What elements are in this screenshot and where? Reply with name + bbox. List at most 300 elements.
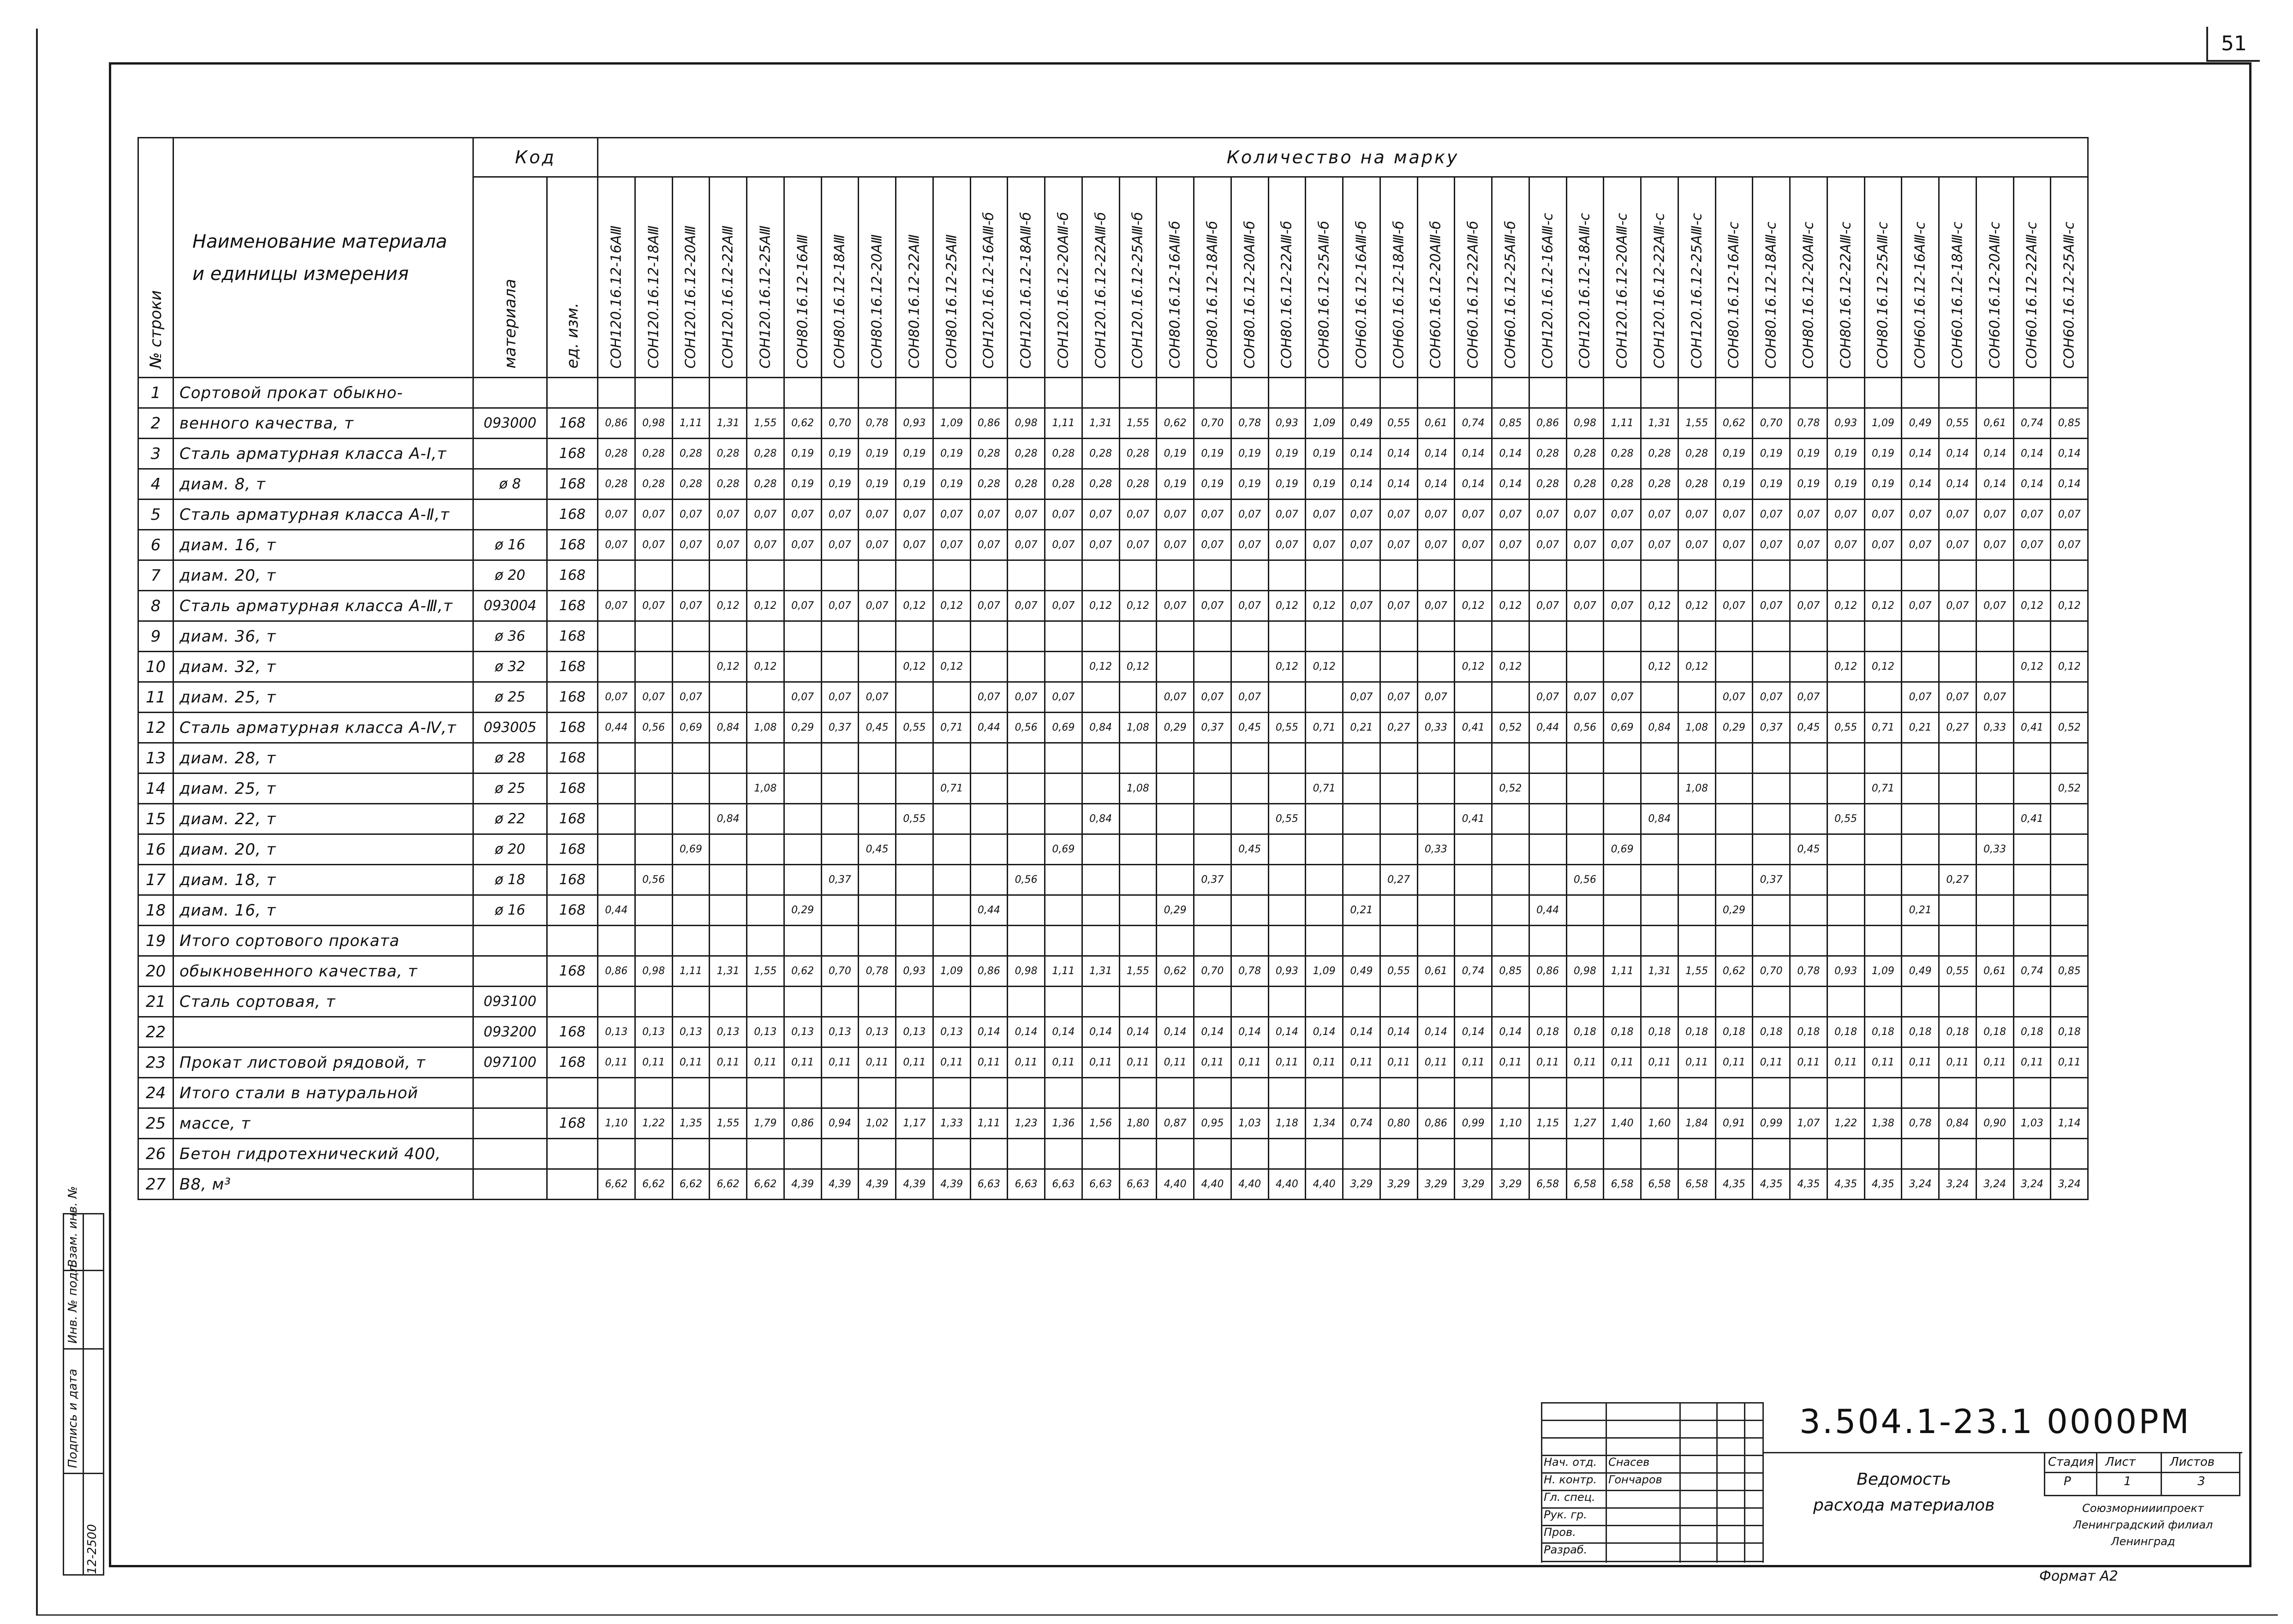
quantity-cell: 0,12: [896, 591, 933, 621]
material-code: [473, 439, 547, 469]
quantity-cell: [859, 773, 896, 804]
material-code: 093004: [473, 591, 547, 621]
quantity-cell: [1194, 621, 1231, 652]
quantity-cell: [1492, 743, 1529, 773]
row-number: 26: [138, 1139, 173, 1169]
quantity-cell: 0,28: [1678, 439, 1715, 469]
table-row: [138, 926, 2088, 956]
quantity-cell: [598, 865, 635, 895]
mark-label: СОН120.16.12-18АⅢ-с: [1576, 213, 1593, 369]
quantity-cell: [747, 560, 784, 591]
quantity-cell: 0,07: [1417, 591, 1455, 621]
mark-header: [2013, 177, 2051, 378]
table-row: [138, 591, 2088, 621]
material-name: обыкновенного качества, т: [173, 956, 473, 987]
quantity-cell: 0,37: [1753, 865, 1790, 895]
quantity-cell: 1,84: [1678, 1108, 1715, 1139]
quantity-cell: [1417, 804, 1455, 834]
quantity-cell: [1976, 743, 2013, 773]
material-code: ø 16: [473, 895, 547, 926]
quantity-cell: [1268, 560, 1306, 591]
quantity-cell: [710, 1139, 747, 1169]
row-number: 11: [138, 682, 173, 713]
quantity-cell: 0,07: [1939, 530, 1977, 560]
quantity-cell: 0,93: [1268, 408, 1306, 439]
quantity-cell: 4,40: [1306, 1169, 1343, 1200]
quantity-cell: [747, 1078, 784, 1108]
quantity-cell: [970, 834, 1008, 865]
material-code: [473, 500, 547, 530]
quantity-cell: 0,18: [1604, 1017, 1641, 1047]
quantity-cell: 0,85: [2051, 408, 2088, 439]
row-number: 8: [138, 591, 173, 621]
quantity-cell: 0,14: [1455, 1017, 1492, 1047]
quantity-cell: [784, 865, 821, 895]
quantity-cell: [784, 560, 821, 591]
quantity-cell: 1,03: [1231, 1108, 1268, 1139]
quantity-cell: [1715, 652, 1753, 682]
quantity-cell: [1380, 560, 1417, 591]
quantity-cell: [1119, 834, 1157, 865]
quantity-cell: 0,07: [747, 500, 784, 530]
quantity-cell: [2051, 378, 2088, 408]
mark-label: СОН120.16.12-20АⅢ: [682, 225, 699, 369]
mark-header: [1976, 177, 2013, 378]
tb-name-1: Снасев: [1608, 1456, 1650, 1469]
quantity-cell: 0,07: [821, 591, 859, 621]
mark-label: СОН60.16.12-16АⅢ-с: [1912, 221, 1929, 369]
quantity-cell: 0,93: [896, 408, 933, 439]
quantity-cell: [710, 895, 747, 926]
quantity-cell: [1157, 987, 1194, 1017]
quantity-cell: 0,11: [1641, 1047, 1678, 1078]
quantity-cell: 0,14: [2013, 439, 2051, 469]
quantity-cell: 0,07: [1715, 591, 1753, 621]
quantity-cell: [1492, 621, 1529, 652]
quantity-cell: 0,19: [1753, 439, 1790, 469]
title-block-signatures: [1541, 1402, 1762, 1563]
quantity-cell: 0,11: [1566, 1047, 1604, 1078]
quantity-cell: 0,18: [1641, 1017, 1678, 1047]
quantity-cell: [2013, 1139, 2051, 1169]
quantity-cell: 0,28: [710, 439, 747, 469]
quantity-cell: 0,14: [1380, 469, 1417, 500]
quantity-cell: 4,39: [896, 1169, 933, 1200]
quantity-cell: [1119, 378, 1157, 408]
quantity-cell: 4,39: [933, 1169, 970, 1200]
mark-label: СОН80.16.12-22АⅢ-б: [1278, 220, 1295, 369]
quantity-cell: 0,07: [1902, 530, 1939, 560]
row-number: 22: [138, 1017, 173, 1047]
table-row: [138, 1108, 2088, 1139]
quantity-cell: 0,12: [2013, 591, 2051, 621]
quantity-cell: 0,19: [1827, 469, 1864, 500]
quantity-cell: 6,58: [1529, 1169, 1566, 1200]
quantity-cell: [1343, 1078, 1380, 1108]
quantity-cell: 0,07: [784, 591, 821, 621]
quantity-cell: [1380, 926, 1417, 956]
quantity-cell: [1380, 378, 1417, 408]
quantity-cell: 0,07: [1008, 682, 1045, 713]
table-row: [138, 652, 2088, 682]
quantity-cell: 0,55: [896, 713, 933, 743]
table-row: [138, 500, 2088, 530]
quantity-cell: [1604, 1139, 1641, 1169]
quantity-cell: [1119, 743, 1157, 773]
quantity-cell: [859, 895, 896, 926]
unit-code: 168: [547, 895, 598, 926]
quantity-cell: 0,84: [710, 804, 747, 834]
quantity-cell: 0,14: [1082, 1017, 1119, 1047]
quantity-cell: 0,18: [1753, 1017, 1790, 1047]
quantity-cell: [1641, 378, 1678, 408]
material-code: [473, 1169, 547, 1200]
material-name: диам. 16, т: [173, 895, 473, 926]
unit-code: 168: [547, 1047, 598, 1078]
quantity-cell: 0,29: [1715, 895, 1753, 926]
quantity-cell: 6,63: [970, 1169, 1008, 1200]
quantity-cell: [1529, 834, 1566, 865]
quantity-cell: 0,78: [1231, 956, 1268, 987]
quantity-cell: 0,07: [1529, 500, 1566, 530]
quantity-cell: [933, 378, 970, 408]
quantity-cell: [1306, 743, 1343, 773]
quantity-cell: 0,44: [598, 713, 635, 743]
quantity-cell: 0,55: [1939, 956, 1977, 987]
mark-label: СОН80.16.12-16АⅢ-б: [1167, 220, 1183, 369]
quantity-cell: 0,11: [672, 1047, 710, 1078]
quantity-cell: [1417, 652, 1455, 682]
quantity-cell: 0,12: [1641, 652, 1678, 682]
quantity-cell: [672, 773, 710, 804]
quantity-cell: [747, 926, 784, 956]
material-name: Сталь арматурная класса А-Ⅱ,т: [173, 500, 473, 530]
table-row: [138, 1017, 2088, 1047]
quantity-cell: 0,49: [1902, 408, 1939, 439]
quantity-cell: 0,07: [1715, 500, 1753, 530]
quantity-cell: 0,11: [747, 1047, 784, 1078]
quantity-cell: 1,22: [1827, 1108, 1864, 1139]
table-row: [138, 1047, 2088, 1078]
quantity-cell: 0,49: [1343, 956, 1380, 987]
quantity-cell: [821, 1139, 859, 1169]
quantity-cell: [710, 1078, 747, 1108]
quantity-cell: 0,45: [859, 713, 896, 743]
quantity-cell: [1827, 987, 1864, 1017]
header-qty: Количество на марку: [598, 138, 2088, 177]
quantity-cell: [1492, 682, 1529, 713]
quantity-cell: 1,31: [710, 956, 747, 987]
quantity-cell: [1157, 865, 1194, 895]
quantity-cell: [1082, 865, 1119, 895]
quantity-cell: [2051, 865, 2088, 895]
quantity-cell: 0,07: [635, 530, 672, 560]
quantity-cell: 0,07: [635, 591, 672, 621]
quantity-cell: 0,28: [747, 439, 784, 469]
quantity-cell: [1417, 621, 1455, 652]
quantity-cell: [1902, 926, 1939, 956]
quantity-cell: [1529, 652, 1566, 682]
quantity-cell: 1,08: [747, 773, 784, 804]
quantity-cell: 0,28: [1082, 439, 1119, 469]
quantity-cell: 0,07: [1827, 500, 1864, 530]
quantity-cell: 0,12: [1268, 591, 1306, 621]
quantity-cell: [1082, 743, 1119, 773]
material-code: ø 25: [473, 773, 547, 804]
table-row: [138, 773, 2088, 804]
quantity-cell: 0,14: [1976, 469, 2013, 500]
quantity-cell: [1268, 926, 1306, 956]
quantity-cell: [1790, 1139, 1827, 1169]
table-row: [138, 1078, 2088, 1108]
row-number: 21: [138, 987, 173, 1017]
quantity-cell: [1045, 895, 1082, 926]
quantity-cell: [933, 1078, 970, 1108]
quantity-cell: 0,07: [1417, 530, 1455, 560]
quantity-cell: [859, 378, 896, 408]
quantity-cell: 3,24: [1976, 1169, 2013, 1200]
quantity-cell: 0,45: [859, 834, 896, 865]
quantity-cell: 0,14: [1902, 439, 1939, 469]
quantity-cell: [1343, 1139, 1380, 1169]
quantity-cell: [2051, 1078, 2088, 1108]
quantity-cell: 0,28: [1604, 439, 1641, 469]
quantity-cell: [1231, 926, 1268, 956]
mark-header: [1417, 177, 1455, 378]
quantity-cell: [1604, 652, 1641, 682]
quantity-cell: [2013, 987, 2051, 1017]
mark-label: СОН120.16.12-22АⅢ-б: [1093, 212, 1109, 369]
quantity-cell: [1157, 560, 1194, 591]
quantity-cell: 0,74: [2013, 408, 2051, 439]
title-block: [1541, 1402, 2242, 1563]
quantity-cell: 0,21: [1902, 713, 1939, 743]
quantity-cell: [2013, 834, 2051, 865]
quantity-cell: [1008, 621, 1045, 652]
quantity-cell: [1417, 987, 1455, 1017]
mark-header: [1529, 177, 1566, 378]
material-code: ø 28: [473, 743, 547, 773]
quantity-cell: [1268, 378, 1306, 408]
mark-header: [1231, 177, 1268, 378]
mark-label: СОН120.16.12-18АⅢ: [645, 225, 662, 369]
quantity-cell: [1417, 895, 1455, 926]
quantity-cell: [1902, 1078, 1939, 1108]
quantity-cell: [1753, 895, 1790, 926]
quantity-cell: 0,86: [598, 956, 635, 987]
material-name: Итого сортового проката: [173, 926, 473, 956]
quantity-cell: [1939, 652, 1977, 682]
quantity-cell: 0,07: [1045, 682, 1082, 713]
quantity-cell: [1566, 773, 1604, 804]
quantity-cell: 0,07: [1082, 530, 1119, 560]
quantity-cell: [821, 560, 859, 591]
quantity-cell: [896, 926, 933, 956]
quantity-cell: [1231, 652, 1268, 682]
unit-code: 168: [547, 652, 598, 682]
mark-header: [1790, 177, 1827, 378]
mark-label: СОН120.16.12-25АⅢ: [757, 225, 774, 369]
mark-label: СОН80.16.12-25АⅢ-с: [1875, 221, 1891, 369]
mark-header: [1939, 177, 1977, 378]
quantity-cell: 0,12: [710, 591, 747, 621]
quantity-cell: [1827, 834, 1864, 865]
quantity-cell: [1566, 621, 1604, 652]
quantity-cell: [1194, 1139, 1231, 1169]
quantity-cell: 0,14: [1455, 439, 1492, 469]
tb-role-4: Рук. гр.: [1544, 1508, 1587, 1521]
quantity-cell: [821, 926, 859, 956]
quantity-cell: 0,19: [933, 439, 970, 469]
header-unit: ед. изм.: [547, 177, 598, 378]
quantity-cell: 0,28: [747, 469, 784, 500]
quantity-cell: [1864, 560, 1902, 591]
quantity-cell: [1641, 560, 1678, 591]
quantity-cell: [1231, 804, 1268, 834]
quantity-cell: [859, 926, 896, 956]
quantity-cell: 0,19: [821, 439, 859, 469]
quantity-cell: [1939, 895, 1977, 926]
quantity-cell: [1343, 987, 1380, 1017]
quantity-cell: [1827, 682, 1864, 713]
mark-label: СОН80.16.12-25АⅢ-б: [1316, 220, 1332, 369]
quantity-cell: [1641, 682, 1678, 713]
quantity-cell: [2051, 1139, 2088, 1169]
quantity-cell: 0,70: [1753, 408, 1790, 439]
row-number: 2: [138, 408, 173, 439]
material-code: ø 25: [473, 682, 547, 713]
mark-header: [1045, 177, 1082, 378]
quantity-cell: 1,31: [1082, 408, 1119, 439]
quantity-cell: [1306, 926, 1343, 956]
quantity-cell: 0,07: [1827, 530, 1864, 560]
quantity-cell: 0,07: [1268, 530, 1306, 560]
quantity-cell: [710, 621, 747, 652]
quantity-cell: 0,07: [672, 530, 710, 560]
quantity-cell: [970, 560, 1008, 591]
quantity-cell: 0,07: [1008, 500, 1045, 530]
quantity-cell: [1045, 1139, 1082, 1169]
quantity-cell: 0,19: [1715, 439, 1753, 469]
quantity-cell: 0,07: [1231, 591, 1268, 621]
quantity-cell: [896, 987, 933, 1017]
quantity-cell: 1,08: [747, 713, 784, 743]
quantity-cell: [1268, 834, 1306, 865]
quantity-cell: 0,07: [1566, 591, 1604, 621]
quantity-cell: [1566, 560, 1604, 591]
quantity-cell: 0,13: [784, 1017, 821, 1047]
quantity-cell: 0,14: [1939, 439, 1977, 469]
quantity-cell: [710, 682, 747, 713]
quantity-cell: [635, 1078, 672, 1108]
quantity-cell: [1529, 1078, 1566, 1108]
quantity-cell: [1045, 987, 1082, 1017]
quantity-cell: 3,29: [1455, 1169, 1492, 1200]
quantity-cell: 0,95: [1194, 1108, 1231, 1139]
quantity-cell: [598, 560, 635, 591]
quantity-cell: 0,28: [1566, 469, 1604, 500]
quantity-cell: 0,13: [859, 1017, 896, 1047]
quantity-cell: [1566, 1139, 1604, 1169]
quantity-cell: 0,12: [933, 652, 970, 682]
quantity-cell: [1008, 895, 1045, 926]
material-code: ø 20: [473, 834, 547, 865]
quantity-cell: 0,07: [1417, 682, 1455, 713]
quantity-cell: 0,11: [710, 1047, 747, 1078]
quantity-cell: [635, 743, 672, 773]
material-code: 093100: [473, 987, 547, 1017]
quantity-cell: 0,14: [1045, 1017, 1082, 1047]
quantity-cell: 0,28: [635, 469, 672, 500]
quantity-cell: 0,07: [1715, 530, 1753, 560]
quantity-cell: [1119, 1139, 1157, 1169]
sheets-value: 3: [2197, 1475, 2205, 1488]
quantity-cell: [672, 621, 710, 652]
quantity-cell: [1641, 895, 1678, 926]
quantity-cell: [1790, 987, 1827, 1017]
mark-header: [859, 177, 896, 378]
quantity-cell: [635, 804, 672, 834]
material-code: [473, 378, 547, 408]
quantity-cell: [1008, 773, 1045, 804]
quantity-cell: 0,28: [1678, 469, 1715, 500]
quantity-cell: [1529, 743, 1566, 773]
quantity-cell: 0,11: [1231, 1047, 1268, 1078]
quantity-cell: [1455, 1078, 1492, 1108]
quantity-cell: 0,11: [1902, 1047, 1939, 1078]
quantity-cell: [710, 773, 747, 804]
quantity-cell: [1455, 1139, 1492, 1169]
quantity-cell: 0,18: [2013, 1017, 2051, 1047]
quantity-cell: 0,29: [1157, 895, 1194, 926]
quantity-cell: 0,19: [1157, 439, 1194, 469]
mark-label: СОН120.16.12-18АⅢ-б: [1018, 212, 1034, 369]
quantity-cell: [1492, 895, 1529, 926]
quantity-cell: [1492, 987, 1529, 1017]
quantity-cell: [1343, 378, 1380, 408]
unit-code: [547, 1169, 598, 1200]
quantity-cell: 3,29: [1417, 1169, 1455, 1200]
quantity-cell: [970, 865, 1008, 895]
quantity-cell: [1902, 1139, 1939, 1169]
quantity-cell: [1864, 682, 1902, 713]
quantity-cell: 0,13: [896, 1017, 933, 1047]
header-material-code: материала: [473, 177, 547, 378]
quantity-cell: 0,07: [1566, 682, 1604, 713]
quantity-cell: 0,14: [1231, 1017, 1268, 1047]
quantity-cell: 0,70: [821, 956, 859, 987]
quantity-cell: [1827, 895, 1864, 926]
quantity-cell: [1492, 834, 1529, 865]
quantity-cell: [1864, 804, 1902, 834]
quantity-cell: [598, 1078, 635, 1108]
quantity-cell: 0,07: [1790, 682, 1827, 713]
quantity-cell: [933, 1139, 970, 1169]
quantity-cell: [1939, 834, 1977, 865]
quantity-cell: [1753, 378, 1790, 408]
quantity-cell: 0,18: [1529, 1017, 1566, 1047]
quantity-cell: 0,33: [1976, 713, 2013, 743]
quantity-cell: 0,19: [1753, 469, 1790, 500]
quantity-cell: 0,11: [1864, 1047, 1902, 1078]
quantity-cell: [970, 652, 1008, 682]
quantity-cell: 0,84: [710, 713, 747, 743]
quantity-cell: [1827, 743, 1864, 773]
quantity-cell: 0,07: [1306, 530, 1343, 560]
quantity-cell: 4,40: [1268, 1169, 1306, 1200]
quantity-cell: [1380, 1078, 1417, 1108]
quantity-cell: 0,11: [1790, 1047, 1827, 1078]
